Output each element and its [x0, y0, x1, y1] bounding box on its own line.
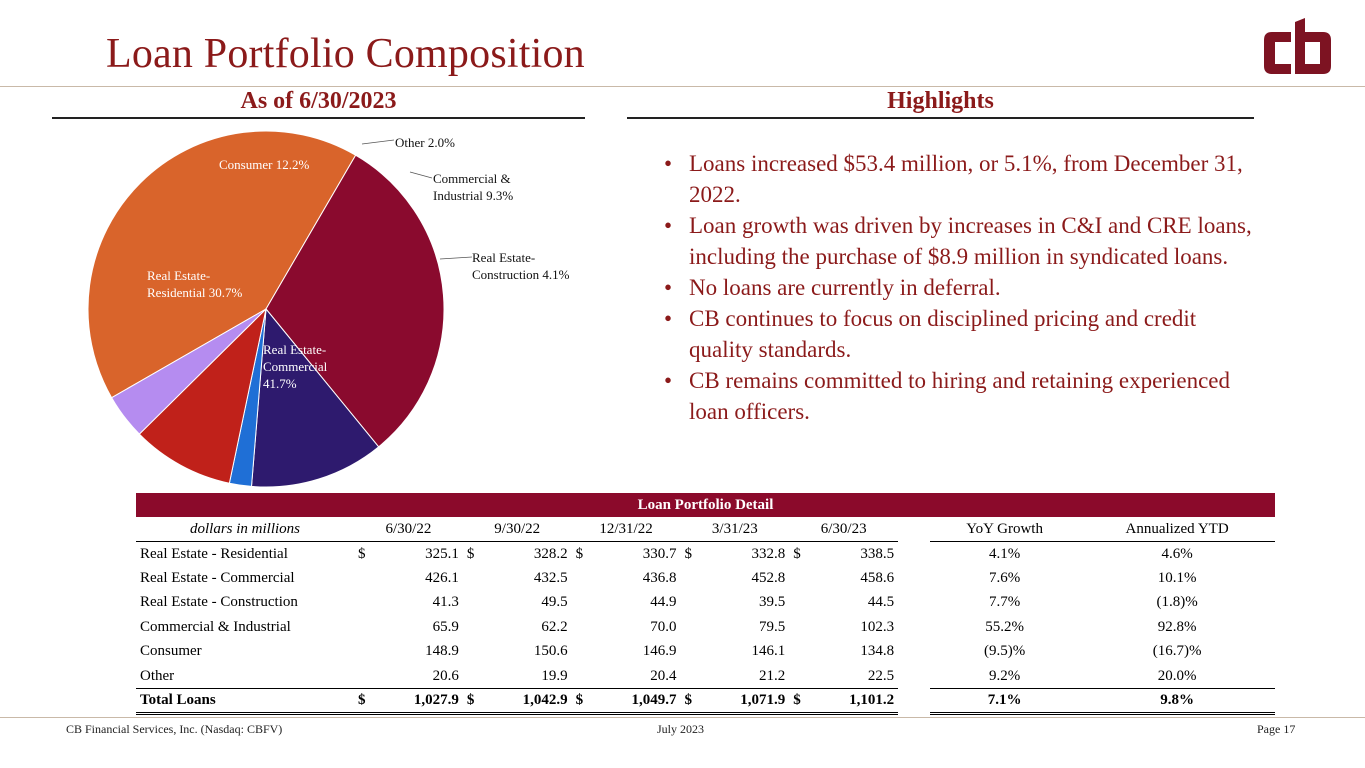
cell-value: 20.6	[432, 667, 459, 684]
row-label: Total Loans	[136, 689, 354, 714]
pie-label-construction: Real Estate- Construction 4.1%	[472, 250, 570, 282]
cell-value: 330.7	[642, 545, 677, 562]
highlights-list	[664, 148, 1254, 427]
cell-value: 22.5	[867, 667, 895, 684]
table-title: Loan Portfolio Detail	[136, 493, 1275, 517]
cell-value: 1,101.2	[805, 689, 898, 714]
dollar-sign	[463, 591, 479, 616]
cb-logo-icon	[1261, 18, 1333, 78]
yoy-value: 4.1%	[988, 545, 1021, 562]
leader-line-other	[362, 140, 394, 144]
bullet-icon: •	[664, 151, 673, 176]
dollar-sign	[354, 615, 370, 640]
dollar-sign: $	[793, 545, 801, 562]
pie-label-commercial-industrial: Commercial & Industrial 9.3%	[433, 171, 514, 203]
yoy-value: (9.5)%	[983, 643, 1026, 660]
cell-value: 41.3	[432, 594, 459, 611]
column-gap	[898, 664, 930, 689]
dollar-sign	[680, 664, 696, 689]
dollar-sign	[354, 591, 370, 616]
table-row	[136, 664, 1275, 689]
pie-chart	[52, 122, 612, 494]
highlight-item	[664, 272, 1254, 303]
dollar-sign	[572, 591, 588, 616]
dollar-sign	[463, 615, 479, 640]
dollar-sign	[572, 615, 588, 640]
dollar-sign: $	[463, 689, 479, 714]
table-row	[136, 542, 1275, 567]
row-label: Real Estate - Commercial	[140, 569, 295, 586]
highlight-item	[664, 210, 1254, 272]
table-row	[136, 615, 1275, 640]
dollar-sign: $	[354, 689, 370, 714]
pie-chart-svg	[52, 122, 612, 494]
footer-date: July 2023	[657, 722, 705, 736]
cell-value: 325.1	[425, 545, 459, 562]
cell-value: 134.8	[860, 643, 895, 660]
dollar-sign	[463, 566, 479, 591]
loan-portfolio-table	[136, 493, 1275, 715]
dollar-sign: $	[684, 545, 692, 562]
cell-value: 49.5	[541, 594, 568, 611]
pie-section-heading: As of 6/30/2023	[240, 88, 397, 114]
ytd-value: (16.7)%	[1152, 643, 1202, 660]
dollar-sign	[789, 566, 805, 591]
highlight-text: Loans increased $53.4 million, or 5.1%, from December 31, 2022.	[689, 151, 1243, 207]
ytd-value: 9.8%	[1079, 689, 1275, 714]
dollar-sign	[680, 591, 696, 616]
cell-value: 20.4	[650, 667, 677, 684]
cell-value: 1,042.9	[478, 689, 571, 714]
column-gap	[898, 640, 930, 665]
table-row	[136, 640, 1275, 665]
cell-value: 436.8	[642, 569, 677, 586]
column-gap	[898, 566, 930, 591]
dollar-sign	[572, 566, 588, 591]
leader-line-commercial-industrial	[410, 172, 432, 178]
dollar-sign: $	[466, 545, 475, 562]
column-gap	[898, 689, 930, 714]
cell-value: 150.6	[533, 643, 568, 660]
row-label: Real Estate - Residential	[140, 545, 288, 562]
yoy-value: 7.6%	[988, 569, 1021, 586]
yoy-header: YoY Growth	[930, 517, 1079, 542]
highlight-text: No loans are currently in deferral.	[689, 275, 1001, 300]
row-label: Other	[140, 667, 175, 684]
cell-value: 44.5	[867, 594, 895, 611]
highlights-rule	[627, 117, 1254, 119]
ytd-value: (1.8)%	[1156, 594, 1198, 611]
highlight-item	[664, 365, 1254, 427]
column-gap	[898, 591, 930, 616]
cell-value: 426.1	[425, 569, 459, 586]
pie-label-other: Other 2.0%	[395, 135, 455, 150]
period-header: 6/30/22	[354, 517, 463, 542]
period-header: 3/31/23	[680, 517, 789, 542]
cell-value: 332.8	[751, 545, 786, 562]
bullet-icon: •	[664, 213, 673, 238]
dollar-sign: $	[680, 689, 696, 714]
dollar-sign	[354, 640, 370, 665]
cell-value: 458.6	[860, 569, 895, 586]
dollar-sign: $	[789, 689, 805, 714]
pie-label-consumer: Consumer 12.2%	[219, 157, 310, 172]
ytd-value: 92.8%	[1157, 618, 1197, 635]
table-total-row	[136, 689, 1275, 714]
yoy-value: 9.2%	[988, 667, 1021, 684]
cell-value: 338.5	[860, 545, 895, 562]
cell-value: 146.9	[642, 643, 677, 660]
dollar-sign: $	[358, 545, 366, 562]
cell-value: 21.2	[759, 667, 786, 684]
pie-label-residential: Real Estate- Residential 30.7%	[147, 268, 243, 300]
cell-value: 44.9	[650, 594, 677, 611]
dollar-sign: $	[572, 689, 588, 714]
dollar-sign	[680, 615, 696, 640]
dollar-sign	[680, 566, 696, 591]
dollar-sign	[789, 591, 805, 616]
dollar-sign	[572, 640, 588, 665]
cell-value: 70.0	[650, 618, 677, 635]
yoy-value: 7.7%	[988, 594, 1021, 611]
cell-value: 1,071.9	[696, 689, 789, 714]
cell-value: 39.5	[759, 594, 786, 611]
period-header: 9/30/22	[463, 517, 572, 542]
period-header: 6/30/23	[789, 517, 898, 542]
dollar-sign	[572, 664, 588, 689]
dollar-sign	[463, 640, 479, 665]
dollar-sign	[354, 566, 370, 591]
cell-value: 328.2	[533, 545, 568, 562]
cell-value: 102.3	[860, 618, 895, 635]
row-label: Consumer	[140, 643, 202, 660]
highlight-item	[664, 303, 1254, 365]
cell-value: 65.9	[432, 618, 459, 635]
dollar-sign	[680, 640, 696, 665]
cell-value: 148.9	[425, 643, 459, 660]
column-gap	[898, 517, 930, 542]
dollar-sign	[789, 615, 805, 640]
dollar-sign	[354, 664, 370, 689]
cell-value: 19.9	[541, 667, 568, 684]
dollar-sign	[463, 664, 479, 689]
dollar-sign	[789, 640, 805, 665]
bullet-icon: •	[664, 275, 673, 300]
cell-value: 62.2	[541, 618, 568, 635]
cell-value: 432.5	[533, 569, 568, 586]
bullet-icon: •	[664, 368, 673, 393]
column-gap	[898, 615, 930, 640]
ytd-value: 4.6%	[1161, 545, 1193, 562]
cell-value: 1,049.7	[587, 689, 680, 714]
column-gap	[898, 542, 930, 567]
highlight-text: CB continues to focus on disciplined pricing and credit quality standards.	[689, 306, 1197, 362]
yoy-value: 55.2%	[985, 618, 1024, 635]
ytd-value: 10.1%	[1157, 569, 1197, 586]
ytd-header: Annualized YTD	[1079, 517, 1275, 542]
dollar-sign: $	[575, 545, 584, 562]
cell-value: 1,027.9	[370, 689, 463, 714]
title-divider	[0, 86, 1365, 87]
pie-section-rule	[52, 117, 585, 119]
cell-value: 146.1	[751, 643, 786, 660]
highlight-text: Loan growth was driven by increases in C&I and CRE loans, including the purchase of $8.9 million in syndicated loans.	[689, 213, 1252, 269]
cell-value: 79.5	[759, 618, 786, 635]
footer-divider	[0, 717, 1365, 718]
yoy-value: 7.1%	[930, 689, 1079, 714]
units-label: dollars in millions	[136, 517, 354, 542]
pie-label-commercial: Real Estate- Commercial 41.7%	[263, 342, 328, 391]
table-row	[136, 591, 1275, 616]
row-label: Real Estate - Construction	[140, 594, 298, 611]
footer-company: CB Financial Services, Inc. (Nasdaq: CBFV)	[66, 722, 283, 736]
row-label: Commercial & Industrial	[140, 618, 291, 635]
table-row	[136, 566, 1275, 591]
page-title: Loan Portfolio Composition	[106, 31, 585, 77]
bullet-icon: •	[664, 306, 673, 331]
ytd-value: 20.0%	[1157, 667, 1197, 684]
highlight-item	[664, 148, 1254, 210]
leader-line-construction	[440, 257, 472, 259]
highlights-heading: Highlights	[887, 88, 994, 114]
table-body	[136, 542, 1275, 714]
cell-value: 452.8	[751, 569, 786, 586]
period-header: 12/31/22	[572, 517, 681, 542]
highlight-text: CB remains committed to hiring and retaining experienced loan officers.	[689, 368, 1230, 424]
footer-page: Page 17	[1257, 722, 1296, 736]
dollar-sign	[789, 664, 805, 689]
